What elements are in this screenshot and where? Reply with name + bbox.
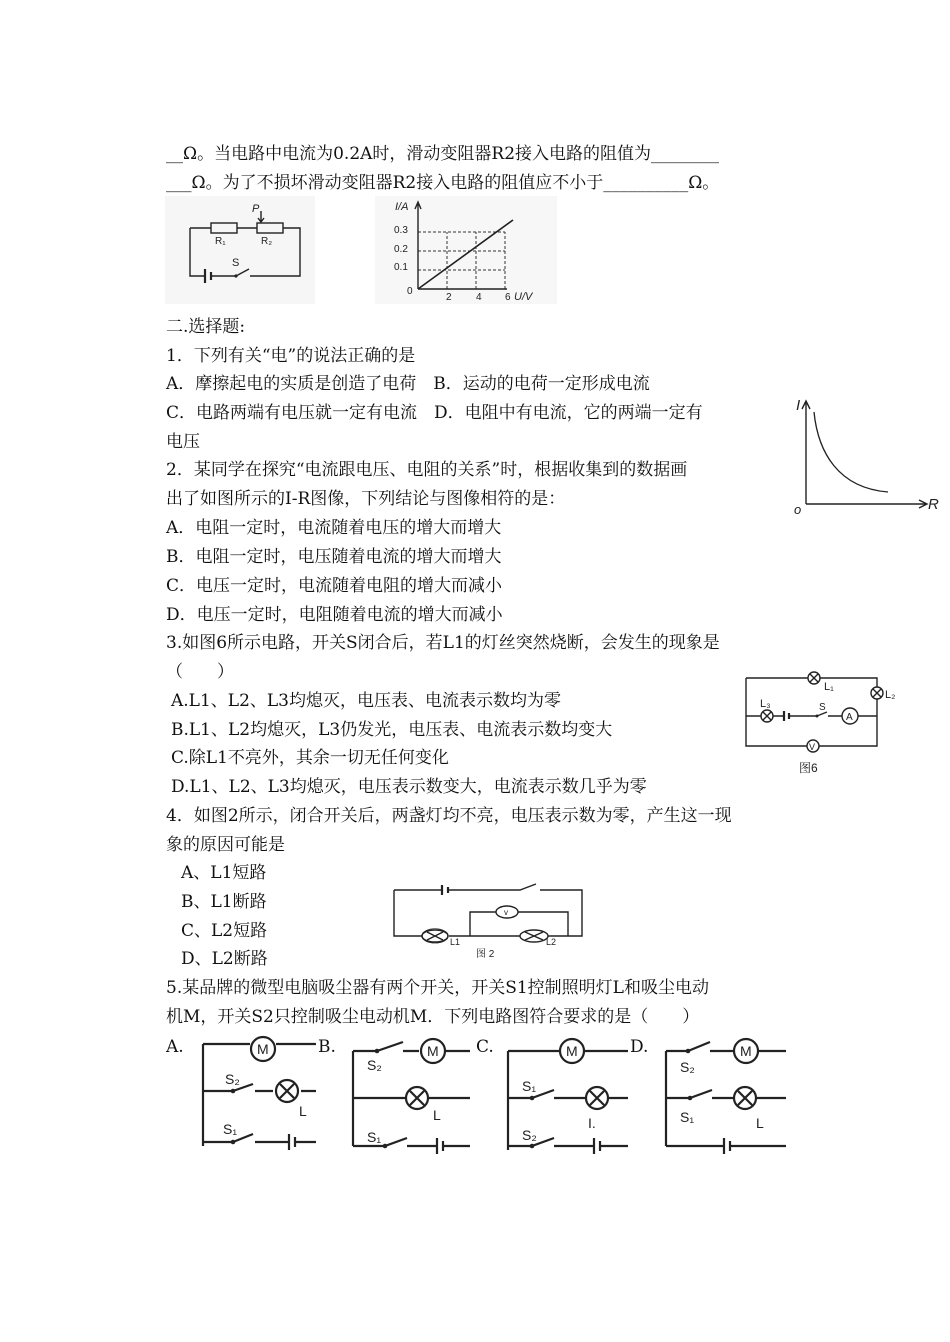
- fig6-label-a: A: [846, 712, 853, 723]
- qc-m: M: [566, 1043, 578, 1059]
- ir-label-i: I: [796, 397, 801, 414]
- label-s: S: [232, 257, 240, 269]
- label-r2: R₂: [261, 236, 273, 247]
- qa-l: L: [299, 1103, 307, 1119]
- q3-stem-2: （ ）: [166, 662, 234, 682]
- qb-m: M: [427, 1043, 439, 1059]
- fig2-label-l1: L1: [450, 937, 461, 947]
- fig2-label-v: v: [504, 908, 508, 917]
- top-line-1: __Ω。当电路中电流为0.2A时，滑动变阻器R2接入电路的阻值为________: [166, 144, 720, 164]
- fig6-label-l1: L₁: [824, 681, 834, 693]
- fig6-caption: 图6: [799, 761, 818, 775]
- qc-l: I.: [588, 1115, 596, 1131]
- q2-option-a: A．电阻一定时，电流随着电压的增大而增大: [166, 518, 502, 538]
- iu-xlabel: U/V: [514, 291, 533, 303]
- q2-option-b: B．电阻一定时，电压随着电流的增大而增大: [166, 547, 502, 567]
- iu-xtick-2: 2: [446, 292, 452, 303]
- q5-option-a-label: A.: [166, 1037, 184, 1057]
- fig6-label-l3: L₃: [760, 698, 771, 710]
- q5-circuit-a: [195, 1030, 320, 1158]
- qc-s2: S₂: [522, 1127, 537, 1143]
- q5-option-d-label: D.: [630, 1037, 649, 1057]
- q4-option-c: C、L2短路: [181, 921, 268, 941]
- qa-m: M: [257, 1041, 269, 1057]
- qd-s1: S₁: [680, 1109, 695, 1125]
- fig6-label-l2: L₂: [885, 689, 896, 701]
- q3-option-d: D.L1、L2、L3均熄灭，电压表示数变大，电流表示数几乎为零: [171, 777, 647, 797]
- qd-s2: S₂: [680, 1059, 695, 1075]
- q5-option-b-label: B.: [318, 1037, 336, 1057]
- q4-option-a: A、L1短路: [181, 863, 267, 883]
- ir-label-r: R: [928, 496, 939, 513]
- figure-ir-graph: [788, 392, 943, 517]
- q3-stem-1: 3.如图6所示电路，开关S闭合后，若L1的灯丝突然烧断，会发生的现象是: [166, 633, 720, 653]
- figure-slider-circuit: [165, 196, 315, 304]
- q1-stem: 1．下列有关“电”的说法正确的是: [166, 346, 416, 366]
- label-r1: R₁: [215, 236, 226, 247]
- qb-s1: S₁: [367, 1129, 382, 1145]
- qc-s1: S₁: [522, 1078, 537, 1094]
- qb-s2: S₂: [367, 1057, 382, 1073]
- q5-circuit-c: [500, 1030, 632, 1158]
- q2-stem-1: 2．某同学在探究“电流跟电压、电阻的关系”时，根据收集到的数据画: [166, 460, 688, 480]
- q1-options-ab: A．摩擦起电的实质是创造了电荷 B．运动的电荷一定形成电流: [166, 374, 650, 394]
- iu-ytick-0.2: 0.2: [394, 244, 408, 255]
- label-p: P: [252, 203, 260, 215]
- q3-option-c: C.除L1不亮外，其余一切无任何变化: [171, 748, 449, 768]
- fig6-label-v: V: [809, 742, 816, 752]
- iu-xtick-6: 6: [505, 292, 511, 303]
- q5-stem-2: 机M，开关S2只控制吸尘电动机M．下列电路图符合要求的是（ ）: [166, 1007, 700, 1027]
- q3-option-b: B.L1、L2均熄灭，L3仍发光，电压表、电流表示数均变大: [171, 720, 613, 740]
- section-title: 二.选择题:: [166, 317, 246, 337]
- fig2-label-l2: L2: [546, 937, 557, 947]
- q2-option-d: D．电压一定时，电阻随着电流的增大而减小: [166, 605, 503, 625]
- q5-circuit-d: [658, 1030, 790, 1158]
- qd-m: M: [740, 1043, 752, 1059]
- ir-label-o: o: [794, 502, 802, 517]
- q4-option-d: D、L2断路: [181, 949, 268, 969]
- iu-xtick-4: 4: [476, 292, 482, 303]
- q4-stem-2: 象的原因可能是: [166, 835, 285, 855]
- q4-stem-1: 4．如图2所示，闭合开关后，两盏灯均不亮，电压表示数为零，产生这一现: [166, 806, 732, 826]
- q2-stem-2: 出了如图所示的I-R图像，下列结论与图像相符的是：: [166, 489, 566, 509]
- q3-option-a: A.L1、L2、L3均熄灭，电压表、电流表示数均为零: [171, 691, 561, 711]
- q4-option-b: B、L1断路: [181, 892, 267, 912]
- figure-6-circuit: [744, 668, 914, 778]
- fig2-caption: 图 2: [476, 949, 495, 960]
- qd-l: L: [756, 1115, 764, 1131]
- q2-option-c: C．电压一定时，电流随着电阻的增大而减小: [166, 576, 503, 596]
- top-line-2: ___Ω。为了不损坏滑动变阻器R2接入电路的阻值应不小于__________Ω。: [166, 173, 720, 193]
- iu-ytick-0.1: 0.1: [394, 262, 408, 273]
- q5-option-c-label: C.: [476, 1037, 494, 1057]
- figure-iu-graph: [375, 196, 557, 304]
- iu-ytick-0.3: 0.3: [394, 225, 408, 236]
- figure-2-circuit: [390, 882, 590, 962]
- q5-stem-1: 5.某品牌的微型电脑吸尘器有两个开关，开关S1控制照明灯L和吸尘电动: [166, 978, 709, 998]
- q1-options-cd-cont: 电压: [166, 432, 200, 452]
- iu-origin: 0: [407, 286, 413, 297]
- qb-l: L: [433, 1107, 441, 1123]
- q5-circuit-b: [345, 1030, 475, 1158]
- qa-s1: S₁: [223, 1121, 238, 1137]
- qa-s2: S₂: [225, 1071, 240, 1087]
- iu-ylabel: I/A: [395, 201, 409, 213]
- fig6-label-s: S: [819, 702, 826, 713]
- q1-options-cd: C．电路两端有电压就一定有电流 D．电阻中有电流，它的两端一定有: [166, 403, 703, 423]
